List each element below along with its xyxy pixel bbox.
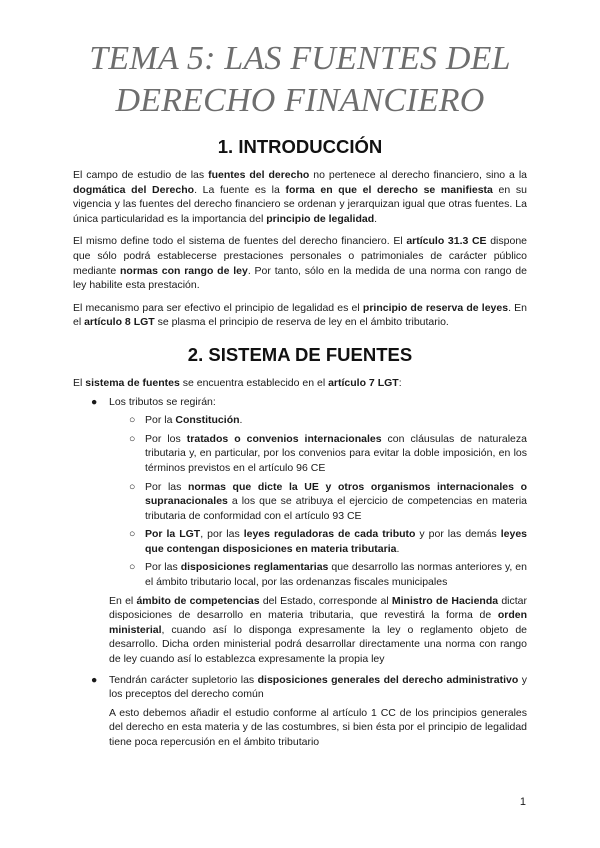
paragraph-ambito-competencias: En el ámbito de competencias del Estado, corresponde al Ministro de Hacienda dictar disposiciones de desarrollo en materia tributaria, que revestirá la forma de orden ministerial, cuando así lo disponga expresamente la ley o reglamento objeto de desarrollo. Dicha orden ministerial podrá desarrollar directamente una norma con rango de ley cuando así lo establezca expresamente la propia ley bbox=[109, 594, 528, 666]
intro-paragraph-2: El mismo define todo el sistema de fuentes del derecho financiero. El artículo 31.3 CE dispone que sólo podrá establecerse prestaciones personales o patrimoniales de carácter público mediante normas con rango de ley. Por tanto, sólo en la medida de una norma con rango de ley habilite esta prestación. bbox=[73, 235, 527, 292]
title-line-1: TEMA 5: LAS FUENTES DEL bbox=[89, 40, 511, 77]
circle-bullet-icon: ○ bbox=[129, 432, 136, 445]
circle-bullet-icon: ○ bbox=[129, 414, 136, 427]
list-item-tributos: ● Los tributos se regirán: bbox=[91, 395, 216, 408]
sublist-item-lgt: ○ Por la LGT, por las leyes reguladoras de cada tributo y por las demás leyes que contengan disposiciones en materia tributaria. bbox=[129, 528, 527, 555]
intro-paragraph-1: El campo de estudio de las fuentes del derecho no pertenece al derecho financiero, sino a la dogmática del Derecho. La fuente es la forma en que el derecho se manifiesta en su vigencia y las fuentes del derecho financiero se ordenan y jerarquizan igual que otras fuentes. La única particularidad es la importancia del principio de legalidad. bbox=[73, 169, 527, 225]
circle-bullet-icon: ○ bbox=[129, 480, 136, 493]
paragraph-principios-generales: A esto debemos añadir el estudio conforme al artículo 1 CC de los principios generales del derecho en esta materia y de las costumbres, si bien ésta por el principio de legalidad tiene poca repercusión en el ámbito tributario bbox=[109, 706, 527, 748]
heading-sistema-fuentes: 2. SISTEMA DE FUENTES bbox=[187, 343, 413, 365]
list-item-supletorio: ● Tendrán carácter supletorio las disposiciones generales del derecho administrativo y los preceptos del derecho común bbox=[91, 673, 527, 701]
title-line-2: DERECHO FINANCIERO bbox=[115, 82, 485, 119]
sistema-intro: El sistema de fuentes se encuentra establecido en el artículo 7 LGT: bbox=[73, 376, 402, 389]
heading-introduccion: 1. INTRODUCCIÓN bbox=[217, 136, 383, 157]
sublist-item-constitucion: ○ Por la Constitución. bbox=[129, 414, 243, 427]
sublist-item-reglamentarias: ○ Por las disposiciones reglamentarias que desarrollo las normas anteriores y, en el ámbito tributario local, por las ordenanzas fiscales municipales bbox=[129, 561, 527, 589]
bullet-icon: ● bbox=[91, 673, 98, 686]
bullet-icon: ● bbox=[91, 395, 98, 408]
circle-bullet-icon: ○ bbox=[129, 561, 136, 574]
intro-paragraph-3: El mecanismo para ser efectivo el principio de legalidad es el principio de reserva de leyes. En el artículo 8 LGT se plasma el principio de reserva de ley en el ámbito tributario. bbox=[73, 301, 527, 329]
sublist-item-tratados: ○ Por los tratados o convenios internacionales con cláusulas de naturaleza tributaria y, en particular, por los convenios para evitar la doble imposición, en los términos previstos en el artículo 96 CE bbox=[129, 432, 527, 474]
sublist-item-normas-ue: ○ Por las normas que dicte la UE y otros organismos internacionales o supranacionales a los que se atribuya el ejercicio de competencias en materia tributaria de conformidad con el artículo 93 CE bbox=[129, 480, 527, 522]
circle-bullet-icon: ○ bbox=[129, 528, 136, 541]
page-number: 1 bbox=[519, 796, 526, 808]
document-title bbox=[73, 38, 527, 122]
